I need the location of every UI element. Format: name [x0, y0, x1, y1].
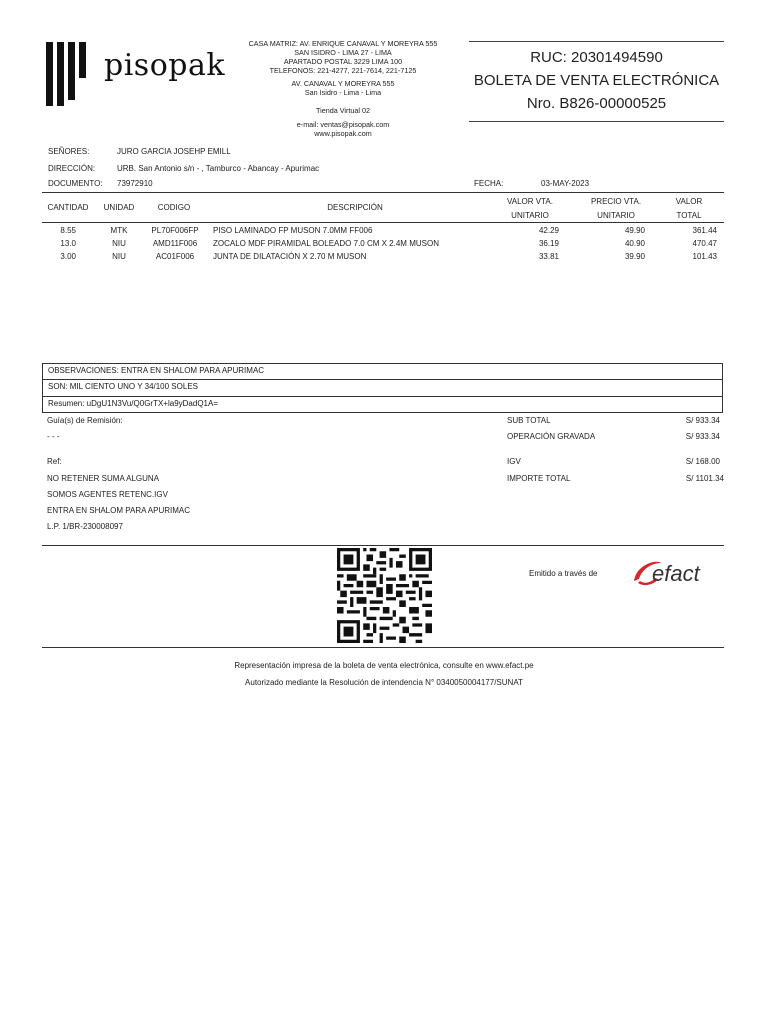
cell-descripcion: JUNTA DE DILATACIÓN X 2.70 M MUSON — [213, 252, 367, 261]
efact-logo — [630, 557, 720, 591]
cell-precio-unit: 39.90 — [624, 252, 645, 261]
doc-type: BOLETA DE VENTA ELECTRÓNICA — [473, 72, 720, 89]
documento-label: DOCUMENTO: — [48, 179, 103, 188]
doc-number: Nro. B826-00000525 — [526, 95, 667, 112]
cell-codigo: PL70F006FP — [151, 226, 199, 235]
cell-codigo: AMD11F006 — [152, 239, 198, 248]
direccion-value: URB. San Antonio s/n - , Tamburco - Abancay - Apurimac — [117, 164, 320, 173]
logo-bar — [79, 42, 86, 78]
table-row — [0, 224, 768, 237]
cell-cantidad: 13.0 — [60, 239, 76, 248]
documento-value: 73972910 — [117, 179, 153, 188]
table-header-line — [42, 222, 724, 223]
company-logo — [46, 42, 246, 106]
importe-value: S/ 1101.34 — [685, 474, 724, 483]
cell-unidad: NIU — [112, 252, 126, 261]
cell-total: 470.47 — [692, 239, 717, 248]
observaciones-box: OBSERVACIONES: ENTRA EN SHALOM PARA APURIMAC — [42, 363, 723, 380]
th-unidad: UNIDAD — [103, 203, 135, 212]
cell-precio-unit: 40.90 — [624, 239, 645, 248]
igv-label: IGV — [507, 457, 521, 466]
table-row — [0, 250, 768, 263]
address-line: CASA MATRIZ: AV. ENRIQUE CANAVAL Y MOREYRA 555 — [248, 39, 438, 48]
senores-label: SEÑORES: — [48, 147, 90, 156]
branch-line: San Isidro - Lima - Lima — [304, 88, 382, 97]
cell-total: 101.43 — [692, 252, 717, 261]
ruc-box — [469, 41, 724, 122]
note-line: ENTRA EN SHALOM PARA APURIMAC — [47, 506, 190, 515]
cell-cantidad: 8.55 — [60, 226, 76, 235]
address-line: SAN ISIDRO - LIMA 27 - LIMA — [294, 48, 392, 57]
fecha-label: FECHA: — [474, 179, 504, 188]
cell-precio-unit: 49.90 — [624, 226, 645, 235]
th-valor-vta-unit: UNITARIO — [511, 211, 549, 220]
cell-valor-unit: 36.19 — [538, 239, 559, 248]
th-descripcion: DESCRIPCIÓN — [327, 203, 383, 212]
th-cantidad: CANTIDAD — [47, 203, 89, 212]
footer-autorizado: Autorizado mediante la Resolución de intendencia N° 0340050004177/SUNAT — [245, 678, 523, 687]
sub-total-label: SUB TOTAL — [507, 416, 551, 425]
cell-total: 361.44 — [692, 226, 717, 235]
branch-line: AV. CANAVAL Y MOREYRA 555 — [291, 79, 395, 88]
guia-label: Guía(s) de Remisión: — [47, 416, 123, 425]
cell-valor-unit: 33.81 — [538, 252, 559, 261]
note-line: NO RETENER SUMA ALGUNA — [47, 474, 160, 483]
importe-label: IMPORTE TOTAL — [507, 474, 571, 483]
table-top-line — [42, 192, 724, 193]
qr-bottom-line — [42, 647, 724, 648]
gravada-value: S/ 933.34 — [685, 432, 720, 441]
direccion-label: DIRECCIÓN: — [48, 164, 96, 173]
logo-bar — [57, 42, 64, 106]
logo-text: pisopak — [104, 48, 226, 83]
company-email: e-mail: ventas@pisopak.com — [296, 120, 390, 129]
footer-representacion: Representación impresa de la boleta de venta electrónica, consulte en www.efact.pe — [234, 661, 534, 670]
branch-address — [228, 79, 458, 97]
th-precio-vta-unit: UNITARIO — [597, 211, 635, 220]
fecha-value: 03-MAY-2023 — [541, 179, 590, 188]
logo-bar — [46, 42, 53, 106]
resumen-box: Resumen: uDgU1N3Vu/Q0GrTX+la9yDadQ1A= — [42, 397, 723, 413]
th-codigo: CODIGO — [157, 203, 191, 212]
ref-label: Ref: — [47, 457, 62, 466]
logo-bar — [68, 42, 75, 100]
gravada-label: OPERACIÓN GRAVADA — [507, 432, 596, 441]
guia-value: - - - — [47, 432, 60, 441]
store-name: Tienda Virtual 02 — [316, 106, 370, 115]
note-line: SOMOS AGENTES RETENC.IGV — [47, 490, 168, 499]
senores-value: JURO GARCIA JOSEHP EMILL — [117, 147, 231, 156]
address-line: APARTADO POSTAL 3229 LIMA 100 — [283, 57, 403, 66]
cell-codigo: AC01F006 — [155, 252, 195, 261]
cell-descripcion: PISO LAMINADO FP MUSON 7.0MM FF006 — [213, 226, 373, 235]
cell-unidad: MTK — [110, 226, 128, 235]
igv-value: S/ 168.00 — [685, 457, 720, 466]
th-precio-vta: PRECIO VTA. — [590, 197, 642, 206]
emitido-label: Emitido a través de — [529, 569, 598, 578]
company-contact — [228, 120, 458, 138]
th-valor-vta: VALOR VTA. — [507, 197, 553, 206]
table-row — [0, 237, 768, 250]
company-address — [228, 39, 458, 75]
cell-valor-unit: 42.29 — [538, 226, 559, 235]
note-line: L.P. 1/BR-230008097 — [47, 522, 123, 531]
th-valor-total: TOTAL — [676, 211, 702, 220]
th-valor: VALOR — [675, 197, 703, 206]
cell-unidad: NIU — [112, 239, 126, 248]
cell-descripcion: ZOCALO MDF PIRAMIDAL BOLEADO 7.0 CM X 2.4M MUSON — [213, 239, 439, 248]
ruc: RUC: 20301494590 — [530, 49, 663, 66]
qr-top-line — [42, 545, 724, 546]
son-box: SON: MIL CIENTO UNO Y 34/100 SOLES — [42, 380, 723, 397]
address-line: TELEFONOS: 221-4277, 221-7614, 221-7125 — [269, 66, 417, 75]
cell-cantidad: 3.00 — [60, 252, 76, 261]
efact-text: efact — [652, 561, 700, 586]
company-web: www.pisopak.com — [314, 129, 372, 138]
qr-code-icon — [337, 548, 432, 643]
sub-total-value: S/ 933.34 — [685, 416, 720, 425]
